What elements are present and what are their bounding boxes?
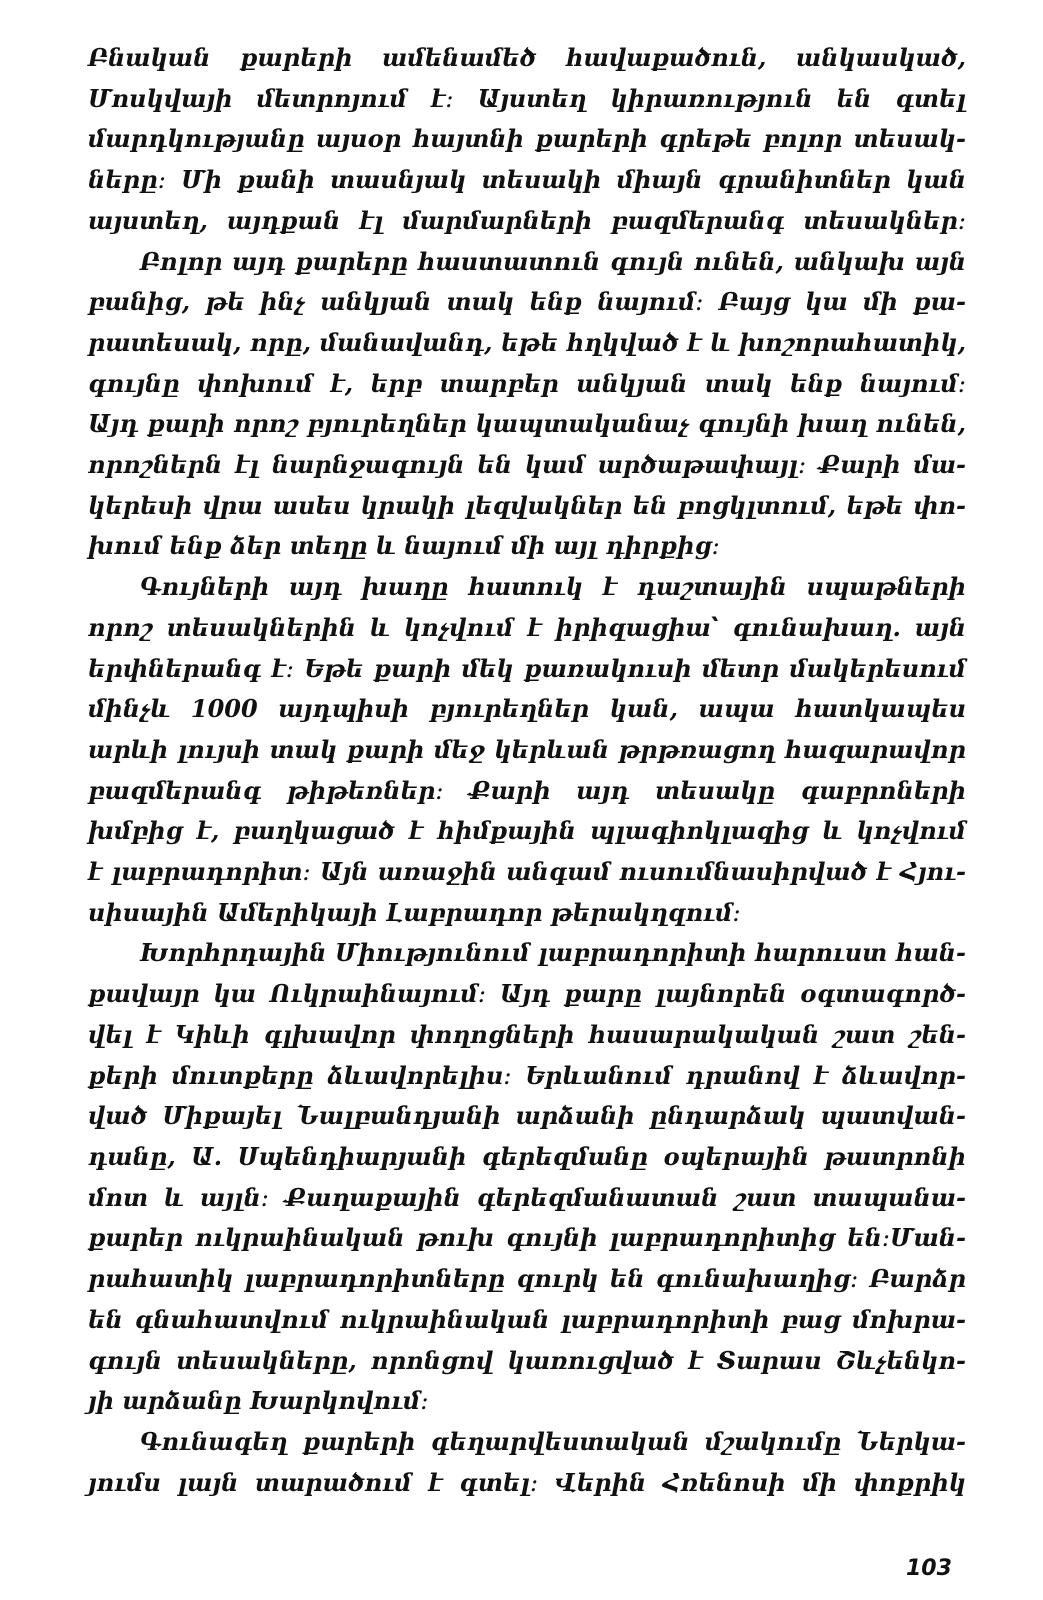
text-line: Այդ քարի որոշ բյուրեղներ կապտականաչ գույնի խաղ ունեն,	[88, 409, 966, 439]
text-line: խմբից է, բաղկացած է հիմքային պլագիոկլազից և կոչվում	[88, 816, 966, 846]
paragraph-3	[88, 567, 966, 933]
text-line: քարեր ուկրաինական թուխ գույնի լաբրադորիտից են։Ման-	[88, 1223, 966, 1253]
text-line: դանը, Ա. Սպենդիարյանի գերեզմանը օպերային թատրոնի	[88, 1141, 966, 1171]
page-number: 103	[906, 1556, 952, 1581]
paragraph-5	[88, 1422, 966, 1503]
text-line: են գնահատվում ուկրաինական լաբրադորիտի բաց մոխրա-	[88, 1304, 966, 1334]
text-line: գույն տեսակները, որոնցով կառուցված է Տարաս Շևչենկո-	[88, 1345, 966, 1375]
text-line: բանից, թե ինչ անկյան տակ ենք նայում։ Բայց կա մի քա-	[88, 287, 966, 317]
text-line: մինչև 1000 այդպիսի բյուրեղներ կան, ապա հատկապես	[88, 694, 966, 724]
text-line: Բոլոր այդ քարերը հաստատուն գույն ունեն, անկախ այն	[140, 246, 966, 276]
text-line: որոշներն էլ նարնջագույն են կամ արծաթափայլ։ Քարի մա-	[88, 450, 966, 480]
text-line: խում ենք ձեր տեղը և նայում մի այլ դիրքից։	[88, 531, 720, 561]
text-line: որոշ տեսակներին և կոչվում է իրիզացիա՝ գունախաղ. այն	[88, 612, 966, 642]
body-text	[88, 38, 966, 1503]
text-line: ները։ Մի քանի տասնյակ տեսակի միայն գրանիտներ կան	[88, 165, 966, 195]
text-line: մոտ և այլն։ Քաղաքային գերեզմանատան շատ տապանա-	[88, 1182, 966, 1212]
text-line: մարդկությանը այսօր հայտնի քարերի գրեթե բոլոր տեսակ-	[88, 124, 966, 154]
paragraph-1	[88, 38, 966, 242]
paragraph-4	[88, 933, 966, 1421]
text-line: բազմերանգ թիթեռներ։ Քարի այդ տեսակը գաբրոների	[88, 775, 966, 805]
text-line: է լաբրադորիտ։ Այն առաջին անգամ ուսումնասիրված է Հյու-	[88, 857, 966, 887]
text-line: կերեսի վրա ասես կրակի լեզվակներ են բոցկլտում, եթե փո-	[88, 490, 966, 520]
text-line: Խորհրդային Միությունում լաբրադորիտի հարուստ հան-	[140, 938, 966, 968]
text-line: վել է Կիևի գլխավոր փողոցների հասարակական շատ շեն-	[88, 1019, 966, 1049]
text-line: գույնը փոխում է, երբ տարբեր անկյան տակ ենք նայում։	[88, 368, 966, 398]
text-line: Գույների այդ խաղը հատուկ է դաշտային սպաթների	[140, 572, 966, 602]
text-line: Մոսկվայի մետրոյում է։ Այստեղ կիրառություն են գտել	[88, 83, 966, 113]
text-line: Բնական քարերի ամենամեծ հավաքածուն, անկասկած,	[88, 43, 966, 72]
text-line: արևի լույսի տակ քարի մեջ կերևան թրթռացող հազարավոր	[88, 734, 966, 764]
text-line: յի արձանը Խարկովում։	[88, 1386, 429, 1416]
text-line: սիսային Ամերիկայի Լաբրադոր թերակղզում։	[88, 897, 741, 927]
text-line: երփներանգ է։ Եթե քարի մեկ քառակուսի մետր մակերեսում	[88, 653, 966, 683]
text-line: ված Միքայել Նալբանդյանի արձանի ընդարձակ պատվան-	[88, 1101, 966, 1131]
text-line: քերի մուտքերը ձևավորելիս։ Երևանում դրանով է ձևավոր-	[88, 1060, 966, 1090]
text-line: րահատիկ լաբրադորիտները զուրկ են գունախաղից։ Բարձր	[88, 1264, 966, 1294]
text-line: այստեղ, այդքան էլ մարմարների բազմերանգ տեսակներ։	[88, 205, 966, 235]
text-line: րատեսակ, որը, մանավանդ, եթե հղկված է և խոշորահատիկ,	[88, 327, 966, 357]
paragraph-2	[88, 242, 966, 568]
text-line: քավայր կա Ուկրաինայում։ Այդ քարը լայնորեն օգտագործ-	[88, 979, 966, 1009]
text-line: յումս լայն տարածում է գտել։ Վերին Հռենոսի մի փոքրիկ	[88, 1467, 966, 1497]
text-line: Գունագեղ քարերի գեղարվեստական մշակումը Ներկա-	[140, 1426, 966, 1456]
